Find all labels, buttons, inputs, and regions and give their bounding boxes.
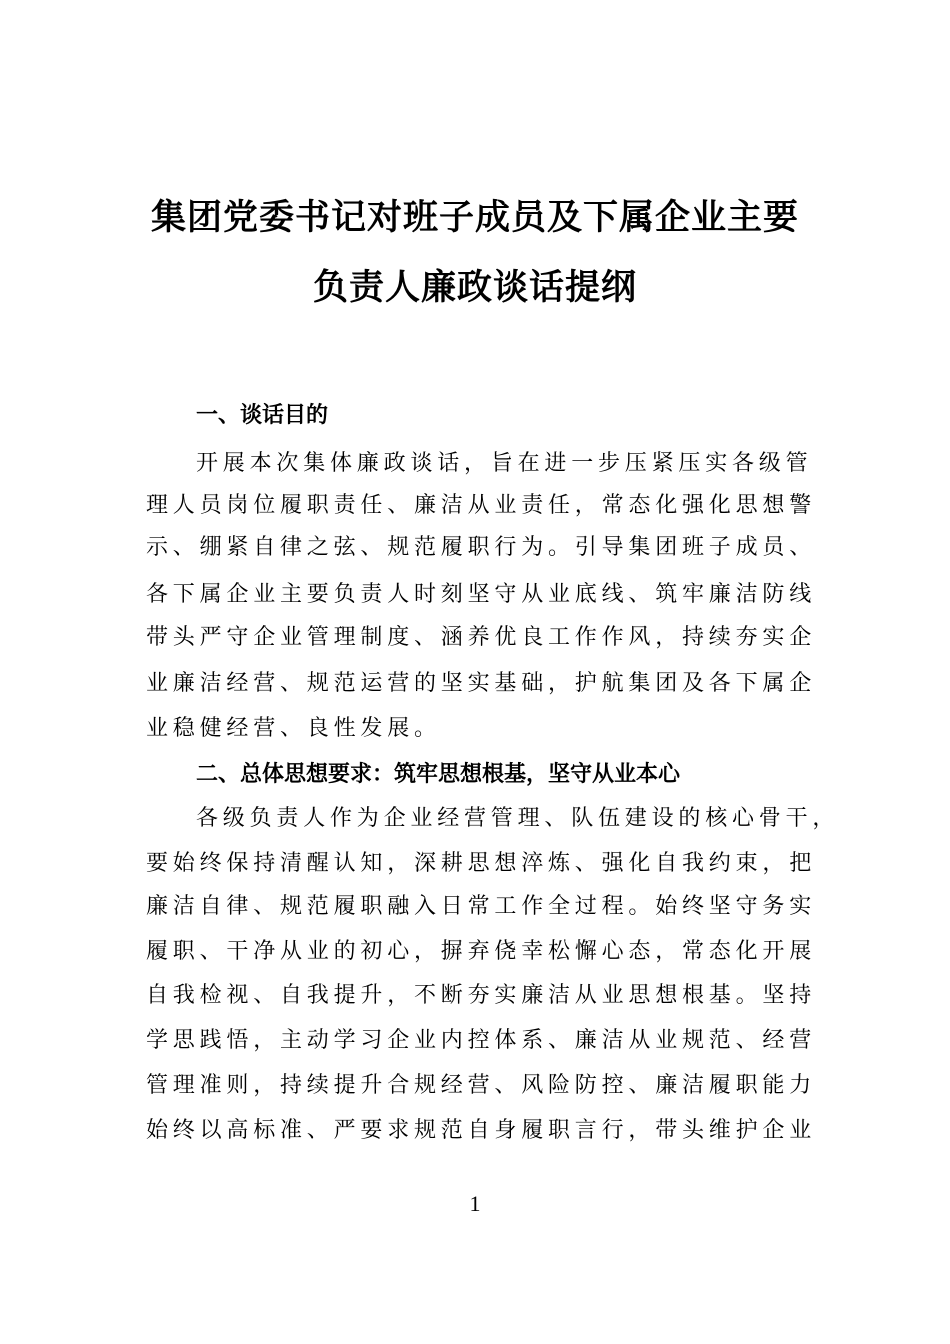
document-title-line-1: 集团党委书记对班子成员及下属企业主要 — [150, 197, 799, 238]
section-1-line-7: 业稳健经营、良性发展。 — [146, 716, 441, 741]
section-2-line-8: 始终以高标准、严要求规范自身履职言行，带头维护企业 — [146, 1118, 817, 1143]
document-title-line-2: 负责人廉政谈话提纲 — [312, 267, 637, 308]
section-2-line-3: 廉洁自律、规范履职融入日常工作全过程。始终坚守务实 — [146, 894, 817, 919]
section-2-line-5: 自我检视、自我提升，不断夯实廉洁从业思想根基。坚持 — [146, 983, 817, 1008]
section-1-line-6: 业廉洁经营、规范运营的坚实基础，护航集团及各下属企 — [146, 671, 817, 696]
section-1-line-1: 开展本次集体廉政谈话，旨在进一步压紧压实各级管 — [196, 451, 813, 476]
section-1-line-4: 各下属企业主要负责人时刻坚守从业底线、筑牢廉洁防线 — [146, 582, 817, 607]
section-2-line-7: 管理准则，持续提升合规经营、风险防控、廉洁履职能力 — [146, 1073, 817, 1098]
section-2-line-1: 各级负责人作为企业经营管理、队伍建设的核心骨干， — [196, 806, 840, 831]
section-1-line-5: 带头严守企业管理制度、涵养优良工作作风，持续夯实企 — [146, 625, 817, 650]
section-1-heading: 一、谈话目的 — [196, 403, 329, 428]
section-2-line-6: 学思践悟，主动学习企业内控体系、廉洁从业规范、经营 — [146, 1028, 817, 1053]
section-2-heading: 二、总体思想要求：筑牢思想根基，坚守从业本心 — [196, 762, 681, 787]
section-2-line-2: 要始终保持清醒认知，深耕思想淬炼、强化自我约束，把 — [146, 851, 817, 876]
page-number: 1 — [469, 1191, 481, 1216]
section-1-line-3: 示、绷紧自律之弦、规范履职行为。引导集团班子成员、 — [146, 535, 817, 560]
section-1-line-2: 理人员岗位履职责任、廉洁从业责任，常态化强化思想警 — [146, 493, 817, 518]
section-2-line-4: 履职、干净从业的初心，摒弃侥幸松懈心态，常态化开展 — [146, 939, 817, 964]
